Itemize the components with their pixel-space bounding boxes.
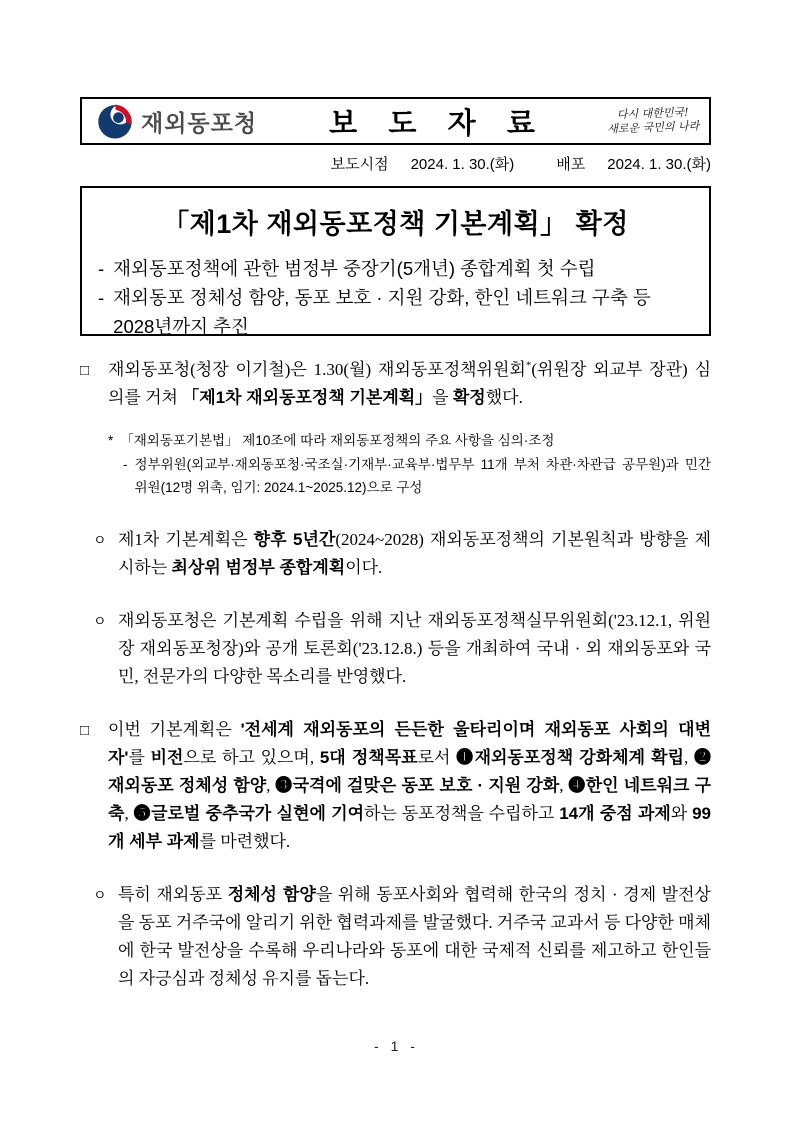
headline-subpoints	[98, 254, 693, 341]
slogan-line-1: 다시 대한민국!	[616, 105, 689, 122]
footnote-marker: *	[108, 433, 114, 448]
paragraph-text: 제1차 기본계획은 향후 5년간(2024~2028) 재외동포정책의 기본원칙과 방향을 제시하는 최상위 범정부 종합계획이다.	[118, 530, 711, 577]
headline-bullet	[98, 283, 693, 341]
taegeuk-government-emblem-icon	[96, 102, 134, 140]
paragraph	[80, 356, 711, 412]
footnote-text: 「재외동포기본법」 제10조에 따라 재외동포정책의 주요 사항을 심의·조정	[120, 433, 555, 448]
bullet-dash: -	[98, 258, 105, 279]
paragraph-text: 재외동포청은 기본계획 수립을 위해 지난 재외동포정책실무위원회('23.12.1, 위원장 재외동포청장)와 공개 토론회('23.12.8.) 등을 개최하여 국내 · 외 재외동포와 국민, 전문가의 다양한 목소리를 반영했다.	[118, 611, 711, 686]
paragraph	[80, 526, 711, 582]
footnote-line	[108, 429, 711, 452]
distribute-value: 2024. 1. 30.(화)	[607, 156, 711, 173]
footnote-block	[108, 429, 711, 499]
doc-type-title: 보 도 자 료	[329, 107, 547, 140]
paragraph-bullet: ㅇ	[93, 534, 107, 549]
paragraph	[80, 881, 711, 993]
headline-title: 「제1차 재외동포정책 기본계획」 확정	[162, 209, 629, 239]
paragraph-bullet: □	[80, 363, 90, 379]
footnote-marker: -	[123, 457, 128, 472]
agency-name: 재외동포청	[141, 110, 258, 136]
bullet-dash: -	[98, 287, 105, 308]
paragraph-bullet: ㅇ	[93, 889, 107, 904]
page-number: - 1 -	[374, 1038, 419, 1054]
paragraph-text: 특히 재외동포 정체성 함양을 위해 동포사회와 협력해 한국의 정치 · 경제 발전상을 동포 거주국에 알리기 위한 협력과제를 발굴했다. 거주국 교과서 등 다양한 매체에 한국 발전상을 수록해 우리나라와 동포에 대한 국제적 신뢰를 제고하고 한인들의 자긍심과 정체성 유지를 돕는다.	[118, 885, 711, 988]
headline-box	[80, 186, 711, 336]
footnote-text: 정부위원(외교부·재외동포청·국조실·기재부·교육부·법무부 11개 부처 차관·차관급 공무원)과 민간위원(12명 위촉, 임기: 2024.1~2025.12)으로 구성	[134, 457, 711, 495]
header-band	[80, 97, 711, 145]
headline-bullet	[98, 254, 693, 283]
agency-logo	[96, 102, 257, 140]
body-paragraphs	[80, 356, 711, 1018]
headline-bullet-text: 재외동포정책에 관한 범정부 중장기(5개년) 종합계획 첫 수립	[113, 258, 596, 279]
paragraph-bullet: ㅇ	[93, 615, 107, 630]
paragraph-text: 재외동포청(청장 이기철)은 1.30(월) 재외동포정책위원회*(위원장 외교부 장관) 심의를 거쳐 「제1차 재외동포정책 기본계획」을 확정했다.	[108, 359, 711, 407]
footnote-line	[108, 453, 711, 499]
date-row	[80, 153, 711, 174]
headline-bullet-text: 재외동포 정체성 함양, 동포 보호 · 지원 강화, 한인 네트워크 구축 등 2028년까지 추진	[113, 287, 651, 337]
paragraph	[80, 607, 711, 691]
paragraph	[80, 716, 711, 856]
release-time-value: 2024. 1. 30.(화)	[410, 156, 515, 173]
release-time-label: 보도시점	[330, 156, 389, 173]
government-slogan	[607, 105, 700, 136]
slogan-line-2: 새로운 국민의 나라	[606, 119, 700, 136]
paragraph-bullet: □	[80, 723, 90, 739]
paragraph-text: 이번 기본계획은 '전세계 재외동포의 든든한 울타리이며 재외동포 사회의 대변자'를 비전으로 하고 있으며, 5대 정책목표로서 ❶재외동포정책 강화체계 확립, ❷재외동포 정체성 함양, ❸국격에 걸맞은 동포 보호 · 지원 강화, ❹한인 네트워크 구축, ❺글로벌 중추국가 실현에 기여하는 동포정책을 수립하고 14개 중점 과제와 99개 세부 과제를 마련했다.	[108, 720, 712, 851]
distribute-label: 배포	[556, 156, 586, 173]
